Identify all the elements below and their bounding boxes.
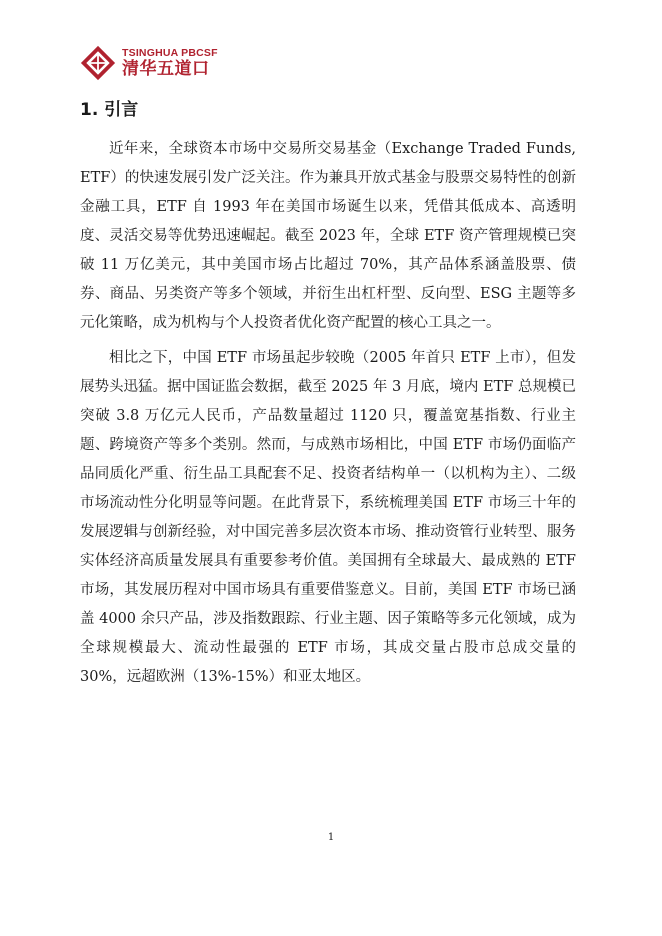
body-text: [80, 135, 576, 698]
section-title: 1. 引言: [80, 100, 139, 120]
paragraph: 近年来，全球资本市场中交易所交易基金（Exchange Traded Funds, ETF）的快速发展引发广泛关注。作为兼具开放式基金与股票交易特性的创新金融工具，ETF 自 1993 年在美国市场诞生以来，凭借其低成本、高透明度、灵活交易等优势迅速崛起。截至 2023 年，全球 ETF 资产管理规模已突破 11 万亿美元，其中美国市场占比超过 70%，其产品体系涵盖股票、债券、商品、另类资产等多个领域，并衍生出杠杆型、反向型、ESG 主题等多元化策略，成为机构与个人投资者优化资产配置的核心工具之一。: [80, 141, 576, 331]
logo-chinese-name: 清华五道口: [122, 59, 210, 79]
page-number: 1: [327, 832, 335, 843]
tsinghua-pbcsf-logo-icon: [80, 45, 116, 81]
logo-text: [122, 47, 218, 79]
paragraph: 相比之下，中国 ETF 市场虽起步较晚（2005 年首只 ETF 上市），但发展势头迅猛。据中国证监会数据，截至 2025 年 3 月底，境内 ETF 总规模已突破 3.8 万亿元人民币，产品数量超过 1120 只，覆盖宽基指数、行业主题、跨境资产等多个类别。然而，与成熟市场相比，中国 ETF 市场仍面临产品同质化严重、衍生品工具配套不足、投资者结构单一（以机构为主）、二级市场流动性分化明显等问题。在此背景下，系统梳理美国 ETF 市场三十年的发展逻辑与创新经验，对中国完善多层次资本市场、推动资管行业转型、服务实体经济高质量发展具有重要参考价值。美国拥有全球最大、最成熟的 ETF 市场，其发展历程对中国市场具有重要借鉴意义。目前，美国 ETF 市场已涵盖 4000 余只产品，涉及指数跟踪、行业主题、因子策略等多元化领域，成为全球规模最大、流动性最强的 ETF 市场，其成交量占股市总成交量的 30%，远超欧洲（13%-15%）和亚太地区。: [80, 350, 576, 685]
header: [80, 45, 218, 81]
logo-english-name: TSINGHUA PBCSF: [122, 47, 218, 59]
